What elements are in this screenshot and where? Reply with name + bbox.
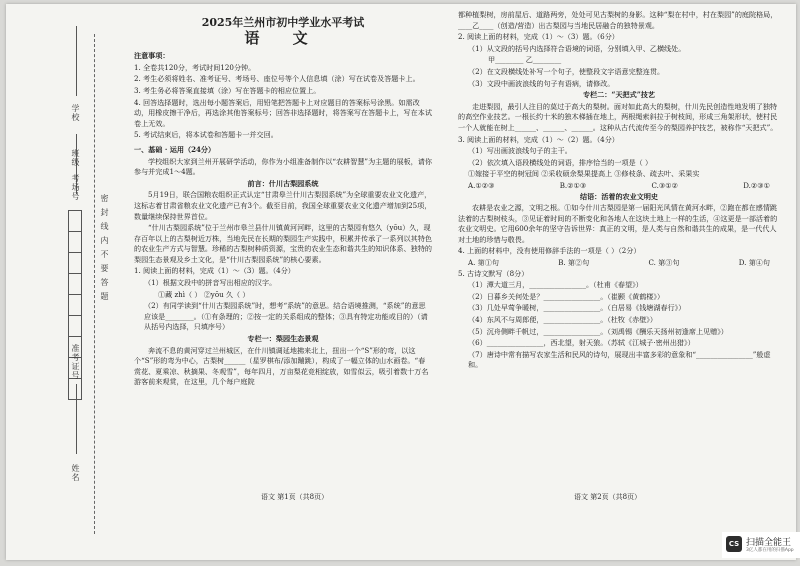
option-d[interactable]: D. 第④句 — [738, 258, 770, 268]
poem-line: （6）________________，西北望，射天狼。（苏轼《江城子·密州出猎》） — [468, 338, 695, 348]
question-2-2: （2）在文段横线处补写一个句子，使整段文字语意完整连贯。 — [468, 66, 665, 76]
topic2-paragraph: 走进梨园，最引人注目的莫过于高大的梨树。面对如此高大的梨树，什川先民创造性地发明了独特的高空作业技艺。一根长约十米的独木梯插在地上，两根绳索斜拉于树枝间，形成三角架形状，使村民一个人就能在树上______、______、______。这种从古代流传至今的梨园养护技艺，被称作“天把式”。 — [458, 101, 778, 132]
scanner-tagline: 3亿人都在用的扫描App — [746, 548, 794, 553]
question-4: 4. 上面的材料中，没有使用修辞手法的一项是（ ）（2分） — [458, 246, 641, 256]
topic1-heading: 专栏一：梨园生态景观 — [247, 334, 319, 344]
intro-paragraph: 学校组织大家到兰州开展研学活动，你作为小组准备制作以“农耕智慧”为主题的展板，请你参与并完成1～4题。 — [134, 156, 432, 177]
conclusion-heading: 结语：活着的农业文明史 — [579, 191, 659, 201]
option-a[interactable]: A. 第①句 — [468, 258, 499, 268]
question-3-1: （1）写出画波浪线句子的主干。 — [468, 146, 572, 156]
poem-line: （2）日暮乡关何处是？________________。（崔颢《黄鹤楼》） — [468, 291, 665, 301]
option-d[interactable]: D.②③① — [743, 180, 770, 190]
seat-number-label: 准考证号 — [71, 344, 80, 380]
scanner-watermark — [722, 532, 800, 558]
poem-line: （1）潭大道三月，________________。（杜甫《春望》） — [468, 280, 643, 290]
poem-line: （7）唐诗中常有描写农家生活和民风的诗句，展现出丰富多彩的意象和“________________”般虚和。 — [468, 349, 771, 370]
name-label: 姓名 — [71, 464, 80, 482]
question-3-words: ①嫁接于平空的树冠间 ②采收硕余梨果提高上 ③修枝条、疏去叶、采果实 — [468, 169, 700, 179]
question-1-1: （1）根据文段中的拼音写出相应的汉字。 — [144, 278, 277, 288]
question-1: 1. 阅读上面的材料，完成（1）～（3）题。（4分） — [134, 266, 295, 276]
exam-title: 2025年兰州市初中学业水平考试 — [201, 16, 365, 29]
school-line — [76, 26, 77, 96]
question-3: 3. 阅读上面的材料，完成（1）～（2）题。（4分） — [458, 134, 619, 144]
option-c[interactable]: C. 第③句 — [648, 258, 680, 268]
section-heading: 一、基础 · 运用（24分） — [134, 144, 216, 154]
binding-strip — [6, 4, 126, 560]
page-2-footer: 语文 第2页（共8页） — [574, 493, 642, 501]
conclusion-paragraph: 农耕是农业之源，文明之根。①如今什川古梨园是第一届阳光风情在黄河水畔，②跑在都在感情跳法着的古梨树枝头，③见证着时间的不断变化和各地人在这块土地上一样的生活，④这更是一部活着的农业文明史。它用600余年的坚守告诉世界：真正的文明，是人类与自然和谐共生的成果，是一代代人对土地的珍惜与敬畏。 — [458, 203, 778, 244]
option-b[interactable]: B. 第②句 — [558, 258, 590, 268]
class-label: 班级 — [71, 149, 80, 167]
question-2: 2. 阅读上面的材料，完成（1）～（3）题。（6分） — [458, 32, 619, 42]
exam-sheet — [6, 4, 796, 560]
question-2-1: （1）从文段的括号内选择符合语境的词语，分别填入甲、乙横线处。 — [468, 43, 686, 53]
notice-item: 2. 考生必须将姓名、准考证号、考场号、座位号等个人信息填（涂）写在试卷及答题卡上。 — [134, 74, 420, 84]
question-2-1-blanks[interactable]: 甲________ 乙________ — [488, 55, 562, 65]
question-1-2: （2）有同学读到“什川古梨园系统”时，想考“系统”的意思。结合语境推测，“系统”的意思应该是________。（①有条理的；②按一定的关系组成的整体；③具有特定功能或目的）（请从括号内选择，只填序号） — [144, 301, 428, 332]
preface-paragraph: “什川古梨园系统”位于兰州市皋兰县什川镇黄河河畔，这里的古梨园有悠久（yōu）久，现存百年以上的古梨树近万株，当地先民在长期的梨园生产实践中，积累并传承了一系列以其特色的农业生产方式与智慧。珍稀的古梨树种质资源，宝贵的农业生态和谐共生的知识体系、独特的梨园生态景观及乡土文化，是“什川古梨园系统”的核心要素。 — [134, 223, 432, 264]
question-3-2: （2）依次填入语段横线处的词语，排序恰当的一项是（ ） — [468, 157, 653, 167]
option-c[interactable]: C.③①② — [651, 180, 678, 190]
school-label: 学校 — [71, 104, 80, 122]
preface-paragraph: 5月19日，联合国粮农组织正式认定“甘肃皋兰什川古梨园系统”为全球重要农业文化遗产，这标志着甘肃省粮农业文化遗产已有3个。截至目前，我国全球重要农业文化遗产增加到25项，数量继续保持世界首位。 — [134, 190, 432, 221]
question-3-options — [458, 181, 780, 192]
notice-item: 5. 考试结束后，将本试卷和答题卡一并交回。 — [134, 130, 278, 140]
exam-room-label: 考场号 — [71, 174, 80, 201]
notice-title: 注意事项： — [134, 51, 170, 61]
exam-subject: 语 文 — [244, 28, 322, 47]
page-1 — [134, 10, 432, 389]
option-a[interactable]: A.①②③ — [468, 180, 495, 190]
camscanner-logo-icon: CS — [726, 536, 742, 552]
notice-item: 1. 全卷共120分，考试时间120分钟。 — [134, 62, 256, 72]
seal-text: 密封线内不要答题 — [100, 194, 109, 306]
question-2-3: （3）文段中画波浪线的句子有语病，请修改。 — [468, 78, 615, 88]
topic2-heading: 专栏二：“天把式”技艺 — [582, 90, 655, 100]
poem-line: （3）几处早莺争暖树，________________。（白居易《钱塘湖春行》） — [468, 303, 686, 313]
page-2 — [458, 10, 780, 372]
preface-heading: 前言：什川古梨园系统 — [247, 178, 319, 188]
poem-line: （4）东风不与周郎便，________________。（杜牧《赤壁》） — [468, 315, 657, 325]
continued-paragraph: 都种植梨树，房前屋后、道路两旁，处处可见古梨树的身影。这种“梨在村中，村在梨园”的庭院格局，____乙____（创造/营造）出古梨园与当地民居融合的独特景观。 — [458, 10, 778, 30]
notice-item: 4. 回答选择题时，选出每小题答案后，用铅笔把答题卡上对应题目的答案标号涂黑。如需改动，用橡皮擦干净后，再选涂其他答案标号；回答非选择题时，将答案写在答题卡上，写在本试卷上无效。 — [134, 97, 432, 128]
name-line — [76, 384, 77, 454]
question-5: 5. 古诗文默写（8分） — [458, 268, 529, 278]
notice-item: 3. 考生务必将答案直接填（涂）写在答题卡的相应位置上。 — [134, 85, 321, 95]
topic1-paragraph: 奔流不息的黄河穿过兰州城区，在什川镇调延地拂来北上，扭出一个“S”形的弯，以这个“S”形的弯为中心，古梨树______（星罗棋布/添加蹦跳），构成了一幅立体的山水画卷。“春赏花、夏乘凉、秋摘果、冬观雪”，每年四月，万亩梨花竞相绽放，如雪似云，吸引着数十万名游客前来观赏，在这里，几个每户庭院 — [134, 345, 429, 387]
option-b[interactable]: B.②①③ — [559, 180, 587, 190]
page-1-footer: 语文 第1页（共8页） — [261, 493, 329, 501]
poem-line: （5）沉舟侧畔千帆过，________________。（刘禹锡《酬乐天扬州初逢席上见赠》） — [468, 326, 728, 336]
question-1-1-blanks[interactable]: ①藏 zhì（ ） ②yōu 久（ ） — [158, 289, 250, 299]
question-4-options — [458, 258, 780, 269]
seal-line — [94, 34, 95, 534]
scanner-app-name: 扫描全能王 — [746, 538, 792, 548]
